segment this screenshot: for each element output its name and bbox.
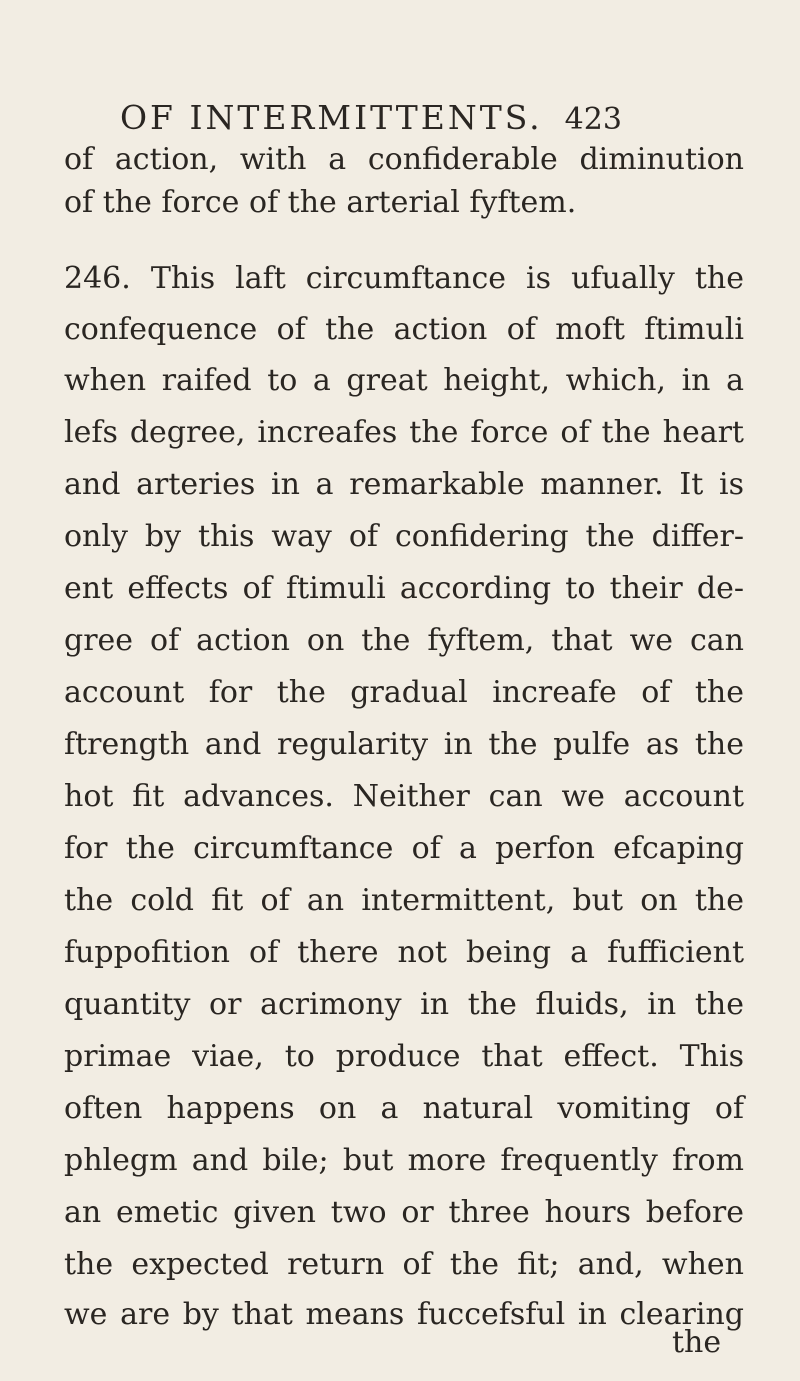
text-line: hot fit advances. Neither can we account <box>64 779 744 814</box>
text-line: only by this way of confidering the differ- <box>64 519 744 554</box>
page-header <box>120 98 740 137</box>
text-line: we are by that means fuccefsful in clearing <box>64 1297 744 1332</box>
text-line: of the force of the arterial fyftem. <box>64 185 577 220</box>
text-line: the expected return of the fit; and, when <box>64 1247 744 1282</box>
text-line: fuppofition of there not being a fufficient <box>64 935 744 970</box>
page-number: 423 <box>564 102 622 137</box>
text-line: ent effects of ftimuli according to their de- <box>64 571 744 606</box>
text-line: ftrength and regularity in the pulfe as the <box>64 727 744 762</box>
text-line: phlegm and bile; but more frequently from <box>64 1143 744 1178</box>
text-line: when raifed to a great height, which, in a <box>64 363 744 398</box>
text-line: often happens on a natural vomiting of <box>64 1091 744 1126</box>
running-title: OF INTERMITTENTS. <box>120 98 543 137</box>
text-line: an emetic given two or three hours before <box>64 1195 744 1230</box>
catchword: the <box>672 1325 722 1360</box>
text-line: quantity or acrimony in the fluids, in the <box>64 987 744 1022</box>
text-line: account for the gradual increafe of the <box>64 675 744 710</box>
text-line: and arteries in a remarkable manner. It is <box>64 467 744 502</box>
text-line: 246. This laft circumftance is ufually the <box>64 261 744 296</box>
text-line: of action, with a confiderable diminution <box>64 142 744 177</box>
text-line: the cold fit of an intermittent, but on the <box>64 883 744 918</box>
text-line: gree of action on the fyftem, that we can <box>64 623 744 658</box>
text-line: lefs degree, increafes the force of the heart <box>64 415 744 450</box>
text-line: confequence of the action of moft ftimuli <box>64 312 744 347</box>
text-line: primae viae, to produce that effect. This <box>64 1039 744 1074</box>
text-line: for the circumftance of a perfon efcaping <box>64 831 744 866</box>
